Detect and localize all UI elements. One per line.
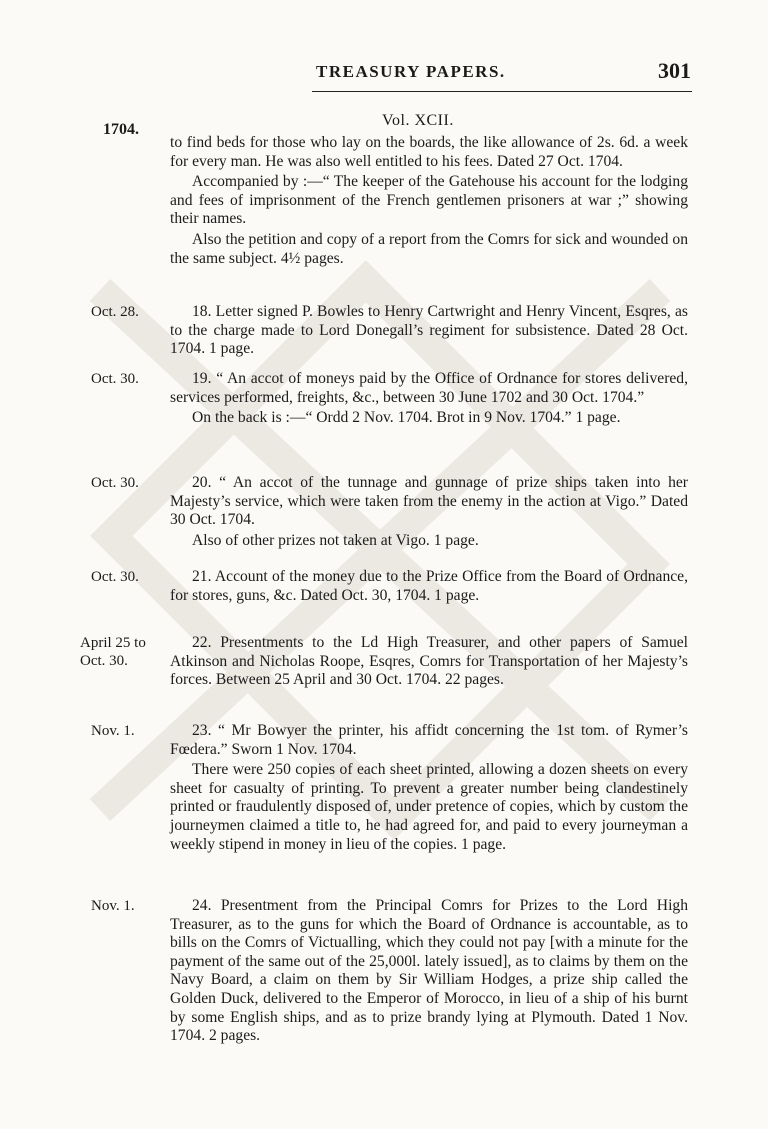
page-number: 301 — [658, 58, 691, 83]
paragraph: 18. Letter signed P. Bowles to Henry Cartwright and Henry Vincent, Esqres, as to the charge made to Lord Donegall’s regiment for subsistence. Dated 28 Oct. 1704. 1 page. — [170, 303, 688, 358]
entry-date: Oct. 30. — [91, 371, 139, 387]
entry-body — [170, 134, 688, 268]
paragraph: 20. “ An accot of the tunnage and gunnage of prize ships taken into her Majesty’s service, which were taken from the enemy in the action at Vigo.” Dated 30 Oct. 1704. — [170, 474, 688, 529]
running-head: TREASURY PAPERS. — [316, 62, 506, 81]
entry-date: Oct. 30. — [91, 475, 139, 491]
volume-heading: Vol. XCII. — [382, 112, 454, 129]
entry-date: April 25 to Oct. 30. — [80, 635, 146, 669]
entry-date: Nov. 1. — [91, 898, 135, 914]
paragraph: to find beds for those who lay on the boards, the like allowance of 2s. 6d. a week for every man. He was also well entitled to his fees. Dated 27 Oct. 1704. — [170, 134, 688, 170]
entry-body — [170, 634, 688, 690]
paragraph: On the back is :—“ Ordd 2 Nov. 1704. Brot in 9 Nov. 1704.” 1 page. — [192, 409, 621, 427]
entry-body — [170, 370, 688, 428]
paragraph: 21. Account of the money due to the Prize Office from the Board of Ordnance, for stores, guns, &c. Dated Oct. 30, 1704. 1 page. — [170, 568, 688, 604]
entry-body — [170, 897, 688, 1046]
paragraph: Also of other prizes not taken at Vigo. 1 page. — [192, 531, 479, 549]
paragraph: 23. “ Mr Bowyer the printer, his affidt concerning the 1st tom. of Rymer’s Fœdera.” Sworn 1 Nov. 1704. — [170, 722, 688, 758]
entry-date: Oct. 30. — [91, 569, 139, 585]
entry-date: Nov. 1. — [91, 723, 135, 739]
paragraph: There were 250 copies of each sheet printed, allowing a dozen sheets on every sheet for casualty of printing. To prevent a greater number being clandestinely printed or fraudulently disposed of, under pretence of copies, which by custom the journeymen claimed a title to, he had agreed for, and paid to every journeyman a weekly stipend in money in lieu of the copies. 1 page. — [170, 761, 688, 853]
entry-body — [170, 303, 688, 359]
year-label: 1704. — [103, 121, 139, 138]
entry-body — [170, 474, 688, 550]
paragraph: 19. “ An accot of moneys paid by the Office of Ordnance for stores delivered, services performed, freights, &c., between 30 June 1702 and 30 Oct. 1704.” — [170, 370, 688, 406]
entry-date: Oct. 28. — [91, 304, 139, 320]
entry-body — [170, 722, 688, 854]
paragraph: 22. Presentments to the Ld High Treasurer, and other papers of Samuel Atkinson and Nicholas Roope, Esqres, Comrs for Transportation of her Majesty’s forces. Between 25 April and 30 Oct. 1704. 22 pages. — [170, 634, 688, 689]
paragraph: Also the petition and copy of a report from the Comrs for sick and wounded on the same subject. 4½ pages. — [170, 230, 688, 267]
paragraph: 24. Presentment from the Principal Comrs for Prizes to the Lord High Treasurer, as to the guns for which the Board of Ordnance is accountable, as to bills on the Comrs of Victualling, which they could not pay [with a minute for the payment of the same out of the 25,000l. lately issued], as to claims by them on the Navy Board, a claim on them by Sir William Hodges, a prize ship called the Golden Duck, delivered to the Emperor of Morocco, in lieu of a ship of his burnt by some English ships, and as to prize brandy lying at Plymouth. Dated 1 Nov. 1704. 2 pages. — [170, 897, 688, 1045]
paragraph: Accompanied by :—“ The keeper of the Gatehouse his account for the lodging and fees of imprisonment of the French gentlemen prisoners at war ;” showing their names. — [170, 173, 688, 228]
entry-body — [170, 568, 688, 605]
header-rule — [312, 91, 692, 92]
